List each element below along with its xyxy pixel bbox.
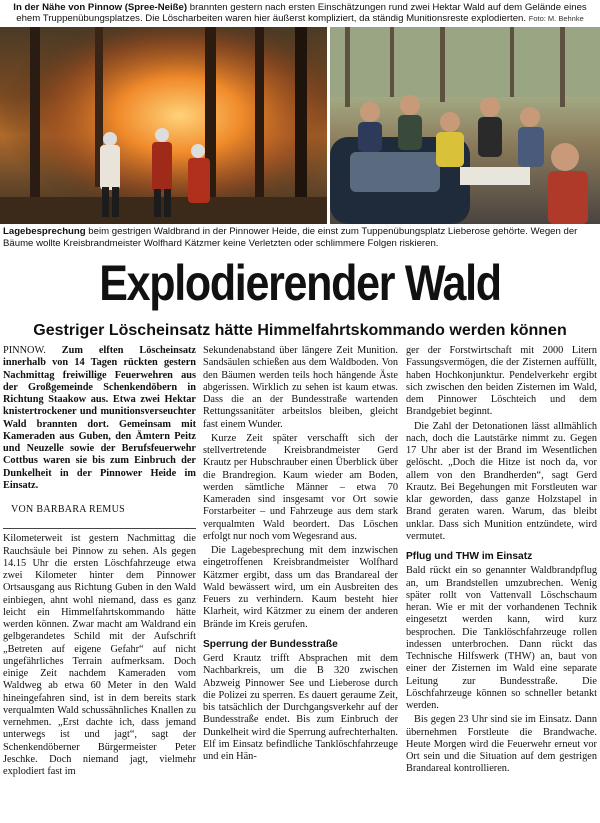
- photo-caption: [3, 226, 597, 250]
- top-photo-caption: [3, 2, 597, 25]
- subheadline: Gestriger Löscheinsatz hätte Himmelfahrtskommando werden können: [33, 322, 567, 339]
- paragraph: Bald rückt ein so genannter Waldbrandpflug an, um Brandstellen umzubrechen. Wenig später rollt von Vattenvall Löschschaum heran. Wie er mit der vorhandenen Technik eingesetzt werden kann, wird kurz besprochen. Die Tanklöschfahrzeuge rollen indessen unterbrochen. Dann rückt das Technische Hilfswerk (THW) an, baut von einer der Zisternen im Wald eine separate Leitung zur Bundesstraße. Die Löschfahrzeuge können so schneller betankt werden.: [406, 565, 597, 711]
- top-caption-text: brannten gestern nach ersten Einschätzungen rund zwei Hektar Wald auf dem Gelände eines ehem Truppenübungsplatzes. Die Löscharbeiten waren hier äußerst kompliziert, da ständig Munitionsreste explodierten.: [16, 2, 587, 25]
- paragraph: ger der Forstwirtschaft mit 2000 Litern Fassungsvermögen, die der Zisternen auffüllt, haben Hochkonjunktur. Pendelverkehr ergibt sich zwischen den beiden Zisternen im Wald, dem Pinnower Löschteich und dem Brandgebiet beginnt.: [406, 345, 597, 418]
- lead-paragraph: [3, 345, 196, 492]
- caption-bold: Lagebesprechung: [3, 226, 86, 237]
- author-byline: VON BARBARA REMUS: [11, 504, 126, 515]
- lead-text: Zum elften Löscheinsatz innerhalb von 14 Tagen rückten gestern Nachmittag freiwillige Feuerwehren aus der Großgemeinde Schenkendöbern in Richtung Staakow aus. Etwa zwei Hektar knistertrockener und munitionsverseuchter Wald brannten dort. Gemeinsam mit Kameraden aus Guben, den Ämtern Peitz und Neuzelle sowie der Berufsfeuerwehr Cottbus waren sie bis zum Einbruch der Dunkelheit in der Pinnower Heide im Einsatz.: [3, 345, 196, 491]
- paragraph: Sekundenabstand über längere Zeit Munition. Sandsäulen schießen aus dem Waldboden. Von den Bäumen werden teils hoch hängende Äste abgerissen. Wirklich zu sehen ist kaum etwas. Dass die an der Bundesstraße wartenden Rettungssanitäter arbeitslos bleiben, gleicht fast einem Wunder.: [203, 345, 398, 430]
- article-column-1: [3, 345, 196, 780]
- forest-fire-photo: [0, 27, 327, 224]
- caption-text: beim gestrigen Waldbrand in der Pinnower Heide, die einst zum Tuppenübungsplatz Lieberose gehörte. Wegen der Bäume wollte Kreisbrandmeister Wolfhard Kätzmer keine Verletzten oder schlimmere Folgen riskieren.: [3, 226, 578, 249]
- paragraph: Bis gegen 23 Uhr sind sie im Einsatz. Dann übernehmen Forstleute die Brandwache. Heute Morgen wird die Feuerwehr erneut vor Ort sein und die Situation auf dem gestrigen Brandareal kontrollieren.: [406, 714, 597, 775]
- byline-rule: [3, 528, 196, 529]
- briefing-photo: [330, 27, 600, 224]
- forest-fire-illustration: [0, 27, 327, 224]
- article-column-3: [406, 345, 597, 778]
- article-column-2: [203, 345, 398, 765]
- paragraph: Kurze Zeit später verschafft sich der stellvertretende Kreisbrandmeister Gerd Krautz per Hubschrauber einen Überblick über die Brandregion. Kaum wieder am Boden, werden sämtliche Männer – etwa 70 Kameraden sind insgesamt vor Ort sowie Forstarbeiter – und Fahrzeuge aus dem stark verqualmten Wald beordert. Das Löschen erfolgt nur noch vom Wegesrand aus.: [203, 432, 398, 542]
- photo-credit: Foto: M. Behnke: [528, 14, 584, 24]
- dateline: PINNOW.: [3, 345, 46, 356]
- top-caption-bold: In der Nähe von Pinnow (Spree-Neiße): [13, 2, 188, 13]
- subheading: Sperrung der Bundesstraße: [203, 638, 338, 650]
- briefing-illustration: [330, 27, 600, 224]
- paragraph: Die Lagebesprechung mit dem inzwischen eingetroffenen Kreisbrandmeister Wolfhard Kätzmer ergibt, dass um das Brandareal der Wald bewässert wird, um ein Ausbreiten des Feuers zu verhindern. Kaum besteht hier Klarheit, wird Kätzmer zu einem der anderen Brände im Kreis gerufen.: [203, 545, 398, 630]
- headline: Explodierender Wald: [99, 255, 501, 311]
- paragraph: Gerd Krautz trifft Absprachen mit dem Nachbarkreis, um die B 320 zwischen Abzweig Pinnower See und Lieberose durch die Polizei zu sperren. Es dauert geraume Zeit, bis tatsächlich der Durchgangsverkehr auf der Bundesstraße endet. Bis zum Einbruch der Dunkelheit wird die Sperrung aufrechterhalten. Elf im Einsatz befindliche Tanklöschfahrzeuge und ein Hän-: [203, 653, 398, 762]
- paragraph: Die Zahl der Detonationen lässt allmählich nach, doch die Lautstärke nimmt zu. Gegen 17 Uhr aber ist der Brand im Wesentlichen gelöscht. „Doch die Hitze ist noch da, vor allem von den Brandherden“, sagt Gerd Krautz. Bei Begehungen mit Forstleuten war klar geworden, dass ganze Holzstapel in Brand geraten waren. Warum, das bleibt unklar. Dass sich Munition entzündete, wird vermutet.: [406, 420, 597, 542]
- paragraph: Kilometerweit ist gestern Nachmittag die Rauchsäule bei Pinnow zu sehen. Als gegen 14.15 Uhr die ersten Löschfahrzeuge etwa zwei Kilometer hinter dem Pinnower Ortsausgang aus Richtung Guben in den Wald einbiegen, ahnt wohl niemand, dass es ganz leicht ein Himmelfahrtskommando hätte werden können. Zwar macht am Waldrand ein gelbgerandetes Schild mit der Aufschrift „Betreten auf eigene Gefahr“ auf nicht ungefährliches Terrain aufmerksam. Doch einige Zeit nachdem Kameraden vom Waldweg ab etwa 60 Meter in den Wald hineingefahren sind, ist in dem bereits stark verqualmten Wald schussähnliches Knallen zu vernehmen. „Erst dachte ich, dass jemand unterwegs ist und jagt“, sagt der Schenkendöberner Bürgermeister Peter Jeschke. Doch niemand jagt, vielmehr explodiert fast im: [3, 533, 196, 777]
- subheading: Pflug und THW im Einsatz: [406, 551, 533, 562]
